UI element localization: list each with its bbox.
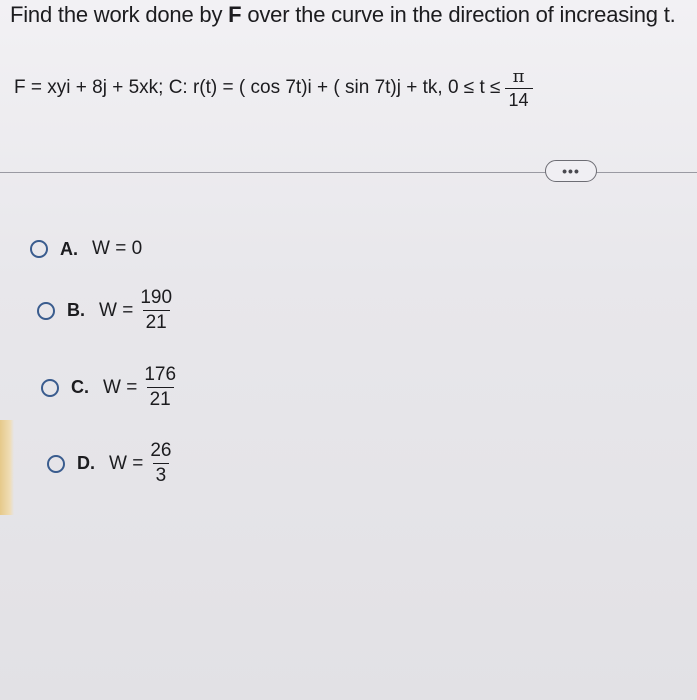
option-letter: D. xyxy=(77,453,95,473)
bound-denominator: 14 xyxy=(505,88,533,111)
option-answer: W = 0 xyxy=(92,238,143,259)
more-options-button[interactable] xyxy=(545,160,597,182)
option-c[interactable] xyxy=(41,363,179,412)
fraction-numerator: 176 xyxy=(144,364,177,385)
option-fraction xyxy=(141,363,179,412)
ellipsis-icon: ••• xyxy=(562,163,580,179)
question-suffix: over the curve in the direction of increasing t. xyxy=(241,2,676,27)
formula-text: F = xyi + 8j + 5xk; C: r(t) = ( cos 7t)i + ( sin 7t)j + tk, 0 ≤ t ≤ xyxy=(14,77,501,98)
option-letter: A. xyxy=(60,238,78,259)
t-upper-bound xyxy=(505,66,533,111)
radio-button-c[interactable] xyxy=(41,379,59,397)
option-letter: C. xyxy=(71,377,89,397)
vector-name: F xyxy=(228,2,242,27)
radio-button-d[interactable] xyxy=(47,455,65,473)
background-edge-strip xyxy=(0,420,14,515)
radio-button-b[interactable] xyxy=(37,302,55,320)
fraction-numerator: 190 xyxy=(140,287,173,308)
fraction-denominator: 3 xyxy=(153,463,170,488)
fraction-denominator: 21 xyxy=(143,310,170,335)
option-answer-lhs: W = xyxy=(99,299,134,321)
option-answer-lhs: W = xyxy=(109,452,144,474)
option-letter: B. xyxy=(67,300,85,320)
question-text xyxy=(10,2,676,28)
option-fraction xyxy=(137,286,175,335)
radio-button-a[interactable] xyxy=(30,240,48,258)
problem-formula xyxy=(14,58,533,118)
option-b[interactable] xyxy=(37,286,175,335)
option-fraction xyxy=(147,439,174,488)
question-prefix: Find the work done by xyxy=(10,2,229,27)
bound-numerator: π xyxy=(512,65,525,87)
option-a[interactable] xyxy=(30,238,146,260)
option-d[interactable] xyxy=(47,439,174,488)
fraction-denominator: 21 xyxy=(147,387,174,412)
option-answer-lhs: W = xyxy=(103,376,138,398)
fraction-numerator: 26 xyxy=(150,440,172,461)
